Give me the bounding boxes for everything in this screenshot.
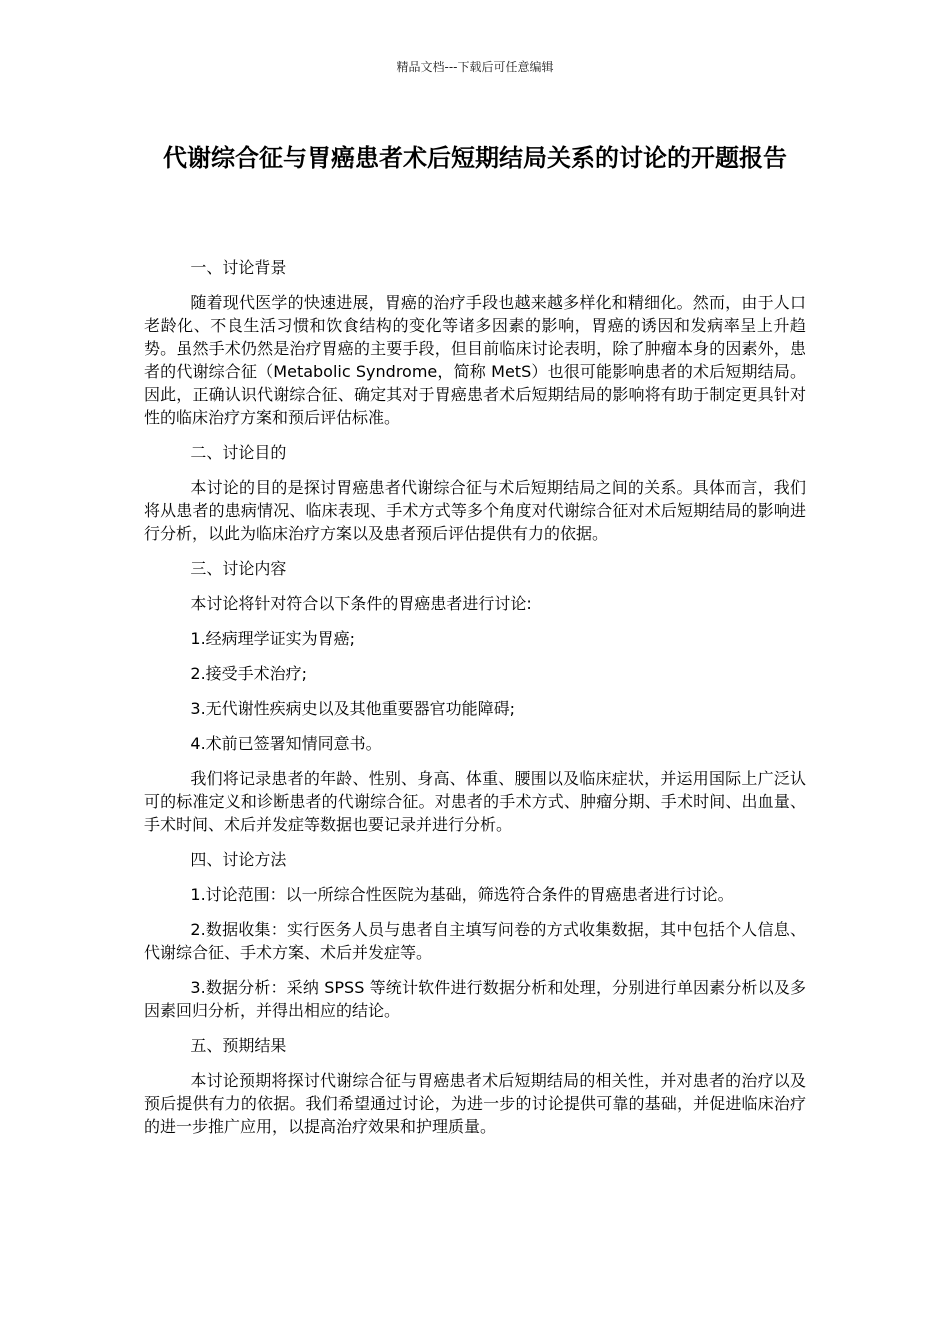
criteria-item-4: 4.术前已签署知情同意书。: [190, 734, 382, 753]
section-heading-content: 三、讨论内容: [190, 559, 287, 578]
document-body: [144, 256, 806, 1150]
criteria-item-2: 2.接受手术治疗;: [190, 664, 308, 683]
criteria-item-3: 3.无代谢性疾病史以及其他重要器官功能障碍;: [190, 699, 516, 718]
criteria-item-1: 1.经病理学证实为胃癌;: [190, 629, 356, 648]
header-note: 精品文档---下载后可任意编辑: [396, 60, 554, 74]
methods-item-3: 3.数据分析：采纳 SPSS 等统计软件进行数据分析和处理，分别进行单因素分析以及多因素回归分析，并得出相应的结论。: [144, 978, 806, 1020]
document-title: 代谢综合征与胃癌患者术后短期结局关系的讨论的开题报告: [163, 144, 787, 172]
expected-results-paragraph: 本讨论预期将探讨代谢综合征与胃癌患者术后短期结局的相关性，并对患者的治疗以及预后提供有力的依据。我们希望通过讨论，为进一步的讨论提供可靠的基础，并促进临床治疗的进一步推广应用，以提高治疗效果和护理质量。: [144, 1071, 806, 1136]
methods-item-2: 2.数据收集：实行医务人员与患者自主填写问卷的方式收集数据，其中包括个人信息、代谢综合征、手术方案、术后并发症等。: [144, 920, 806, 962]
methods-item-1: 1.讨论范围：以一所综合性医院为基础，筛选符合条件的胃癌患者进行讨论。: [190, 885, 734, 904]
content-intro-paragraph: 本讨论将针对符合以下条件的胃癌患者进行讨论:: [190, 594, 532, 613]
section-heading-methods: 四、讨论方法: [190, 850, 287, 869]
section-heading-purpose: 二、讨论目的: [190, 443, 287, 462]
section-heading-background: 一、讨论背景: [190, 258, 287, 277]
content-detail-paragraph: 我们将记录患者的年龄、性别、身高、体重、腰围以及临床症状，并运用国际上广泛认可的标准定义和诊断患者的代谢综合征。对患者的手术方式、肿瘤分期、手术时间、出血量、手术时间、术后并发症等数据也要记录并进行分析。: [144, 769, 806, 834]
background-paragraph: 随着现代医学的快速进展，胃癌的治疗手段也越来越多样化和精细化。然而，由于人口老龄化、不良生活习惯和饮食结构的变化等诸多因素的影响，胃癌的诱因和发病率呈上升趋势。虽然手术仍然是治疗胃癌的主要手段，但目前临床讨论表明，除了肿瘤本身的因素外，患者的代谢综合征（Metabolic Syndrome，简称 MetS）也很可能影响患者的术后短期结局。因此，正确认识代谢综合征、确定其对于胃癌患者术后短期结局的影响将有助于制定更具针对性的临床治疗方案和预后评估标准。: [144, 293, 806, 427]
section-heading-expected-results: 五、预期结果: [190, 1036, 287, 1055]
purpose-paragraph: 本讨论的目的是探讨胃癌患者代谢综合征与术后短期结局之间的关系。具体而言，我们将从患者的患病情况、临床表现、手术方式等多个角度对代谢综合征对术后短期结局的影响进行分析，以此为临床治疗方案以及患者预后评估提供有力的依据。: [144, 478, 806, 543]
